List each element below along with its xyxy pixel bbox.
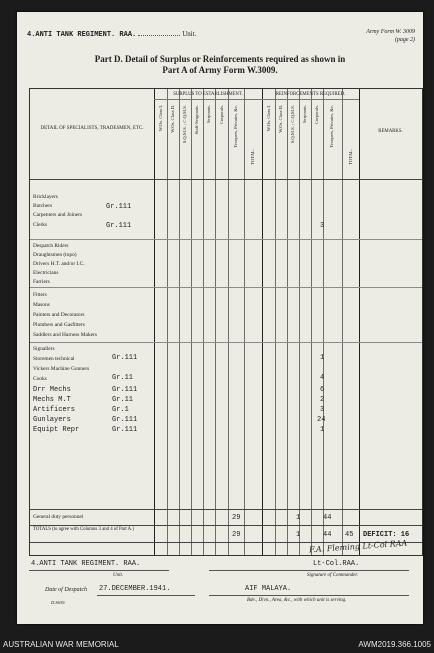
list-item: Drr Mechs [33, 386, 71, 394]
printer-code: D.S639. [51, 600, 66, 605]
area-caption: Bde., Divn., Area, &c., with which unit is serving. [247, 598, 347, 603]
list-item: Equipt Repr [33, 426, 80, 434]
list-item: Draughtsmen (topo) [33, 252, 77, 258]
deficit-value: DEFICIT: 16 [363, 531, 410, 539]
grade-value: Gr.111 [112, 354, 138, 362]
col-surplus-serjeants: Serjeants. [206, 105, 211, 123]
col-reinf-sqms: S.Q.M.S. ; C.Q.M.S. [290, 105, 295, 144]
list-item: Artificers [33, 406, 76, 414]
col-surplus-staff-sgt: Staff-Sergeants. [194, 105, 199, 135]
reinf-value: 1 [320, 354, 325, 362]
list-item: Cooks [33, 376, 47, 382]
list-item: Saddlers and Harness Makers [33, 332, 97, 338]
list-item: Carpenters and Joiners [33, 212, 83, 218]
details-table [29, 88, 423, 556]
col-surplus-corporals: Corporals. [219, 105, 224, 125]
col-surplus-wo1: W.Os. Class I. [158, 105, 163, 132]
footer-unit-value: 4.ANTI TANK REGIMENT. RAA. [31, 560, 141, 568]
list-item: Plumbers and Gasfitters [33, 322, 85, 328]
list-item: Despatch Riders [33, 243, 69, 249]
grade-value: Gr.11 [112, 396, 134, 404]
totals-reinf-troopers: 44 [323, 531, 332, 539]
totals-surplus-total: 29 [232, 531, 241, 539]
list-item: Mechs M.T [33, 396, 71, 404]
totals-reinf-total: 45 [345, 531, 354, 539]
col-reinf-wo1: W.Os. Class I. [266, 105, 271, 132]
reinforcements-header: REINFORCEMENTS REQUIRED. [275, 92, 346, 97]
signature-caption: Signature of Commander. [307, 573, 359, 578]
list-item: Fitters [33, 292, 47, 298]
col-surplus-sqms: S.Q.M.S. ; C.Q.M.S. [182, 105, 187, 144]
form-page [17, 12, 423, 624]
grade-value: Gr.111 [106, 222, 132, 230]
list-item: Butchers [33, 203, 53, 209]
grade-value: Gr.111 [112, 416, 138, 424]
general-duty-label: General duty personnel [33, 514, 84, 520]
detail-header: DETAIL OF SPECIALISTS, TRADESMEN, ETC. [40, 126, 144, 131]
col-reinf-wo2: W.Os. Class II. [278, 105, 283, 133]
col-reinf-total: TOTAL. [348, 149, 353, 165]
list-item: Electricians [33, 270, 59, 276]
general-duty-reinf-serjeants: 1 [296, 514, 301, 522]
reinf-value: 3 [320, 406, 325, 414]
reinf-value: 1 [320, 426, 325, 434]
grade-value: Gr.111 [112, 426, 138, 434]
reinf-value: 24 [317, 416, 326, 424]
col-surplus-total: TOTAL. [250, 149, 255, 165]
list-item: Bricklayers [33, 194, 58, 200]
archive-institution: AUSTRALIAN WAR MEMORIAL [3, 640, 119, 649]
totals-reinf-serjeants: 1 [296, 531, 301, 539]
list-item: Signallers [33, 346, 55, 352]
col-reinf-corporals: Corporals. [314, 105, 319, 125]
commander-signature: F.A. Fleming Lt-Col RAA [308, 538, 408, 555]
page-title: Part D. Detail of Surplus or Reinforcements required as shown in Part A of Army Form W.3009. [94, 54, 346, 75]
commander-value: Lt-Col.RAA. [313, 560, 360, 568]
grade-value: Gr.11 [112, 374, 134, 382]
unit-line [27, 30, 196, 39]
list-item: Painters and Decorators [33, 312, 85, 318]
col-surplus-troopers: Troopers, Privates, &c. [233, 105, 238, 148]
page-number: (page 2) [394, 37, 415, 43]
despatch-date: 27.DECEMBER.1941. [99, 585, 171, 593]
list-item: Gunlayers [33, 416, 71, 424]
col-reinf-serjeants: Serjeants. [302, 105, 307, 123]
unit-value: 4.ANTI TANK REGIMENT. RAA. [27, 31, 137, 39]
totals-label: TOTALS (to agree with Columns 3 and 4 of Part A.) [33, 527, 134, 532]
archive-accession: AWM2019.366.1005 [358, 640, 431, 649]
list-item: Clerks [33, 222, 48, 228]
general-duty-surplus-total: 29 [232, 514, 241, 522]
surplus-header: SURPLUS TO ESTABLISHMENT. [173, 92, 243, 97]
col-surplus-wo2: W.Os. Class II. [170, 105, 175, 133]
list-item: Vickers Machine Gunners [33, 366, 90, 372]
reinf-value: 6 [320, 386, 325, 394]
despatch-label: Date of Despatch [45, 587, 87, 593]
list-item: Drivers H.T. and/or I.C. [33, 261, 85, 267]
list-item: Farriers [33, 279, 50, 285]
area-value: AIF MALAYA. [245, 585, 292, 593]
remarks-header: REMARKS. [378, 129, 403, 134]
reinf-value: 2 [320, 396, 325, 404]
general-duty-reinf-troopers: 44 [323, 514, 332, 522]
grade-value: Gr.1 [112, 406, 129, 414]
list-item: Masons [33, 302, 50, 308]
reinf-value: 4 [320, 374, 325, 382]
form-number: Army Form W. 3009 [366, 29, 415, 35]
list-item: Storemen technical [33, 356, 75, 362]
grade-value: Gr.111 [106, 203, 132, 211]
grade-value: Gr.111 [112, 386, 138, 394]
form-reference [366, 28, 415, 44]
footer-unit-caption: Unit. [113, 573, 124, 578]
unit-label: Unit. [182, 30, 197, 38]
col-reinf-troopers: Troopers, Privates, &c. [329, 105, 334, 148]
reinf-value: 3 [320, 222, 325, 230]
